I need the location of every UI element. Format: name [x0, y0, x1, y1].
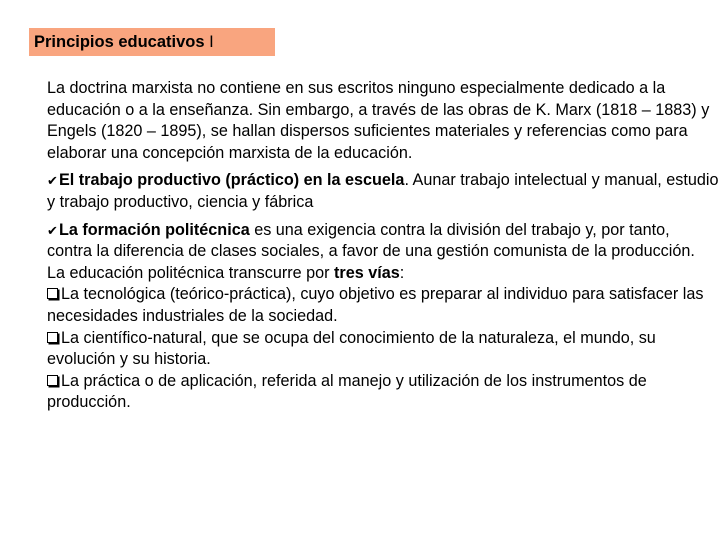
via-item: La práctica o de aplicación, referida al manejo y utilización de los instrumentos de producción. — [47, 371, 647, 412]
square-bullet-icon — [47, 332, 58, 343]
bullet-2-bold: La formación politécnica — [59, 220, 250, 239]
slide-content — [47, 78, 719, 420]
bullet-formacion-politecnica — [47, 220, 719, 414]
square-bullet-icon — [47, 288, 58, 299]
via-item: La científico-natural, que se ocupa del conocimiento de la naturaleza, el mundo, su evolución y su historia. — [47, 328, 656, 369]
slide-title-suffix: I — [209, 33, 214, 51]
intro-paragraph: La doctrina marxista no contiene en sus escritos ninguno especialmente dedicado a la educación o a la enseñanza. Sin embargo, a través de las obras de K. Marx (1818 – 1883) y Engels (1820 – 1895), se hallan dispersos suficientes materiales y referencias como para elaborar una concepción marxista de la educación. — [47, 79, 710, 162]
bullet-trabajo-productivo — [47, 170, 719, 213]
slide-title — [29, 28, 275, 56]
checkmark-icon: ✔ — [47, 173, 58, 189]
tres-vias-line: La educación politécnica transcurre por tres vías: — [47, 263, 405, 282]
bullet-1-bold: El trabajo productivo (práctico) en la escuela — [59, 171, 405, 190]
checkmark-icon: ✔ — [47, 222, 58, 238]
via-item: La tecnológica (teórico-práctica), cuyo objetivo es preparar al individuo para satisfacer las necesidades industriales de la sociedad. — [47, 285, 704, 325]
slide-title-bold: Principios educativos — [34, 33, 205, 51]
bullet-2-text: es una exigencia contra la división del trabajo y, por tanto, contra la diferencia de clases sociales, a favor de una gestión comunista de la producción. — [47, 220, 695, 261]
bullet-1-text: . Aunar trabajo intelectual y manual, estudio y trabajo productivo, ciencia y fábrica — [47, 171, 719, 211]
tres-vias-bold: tres vías — [334, 263, 400, 282]
square-bullet-icon — [47, 375, 58, 386]
